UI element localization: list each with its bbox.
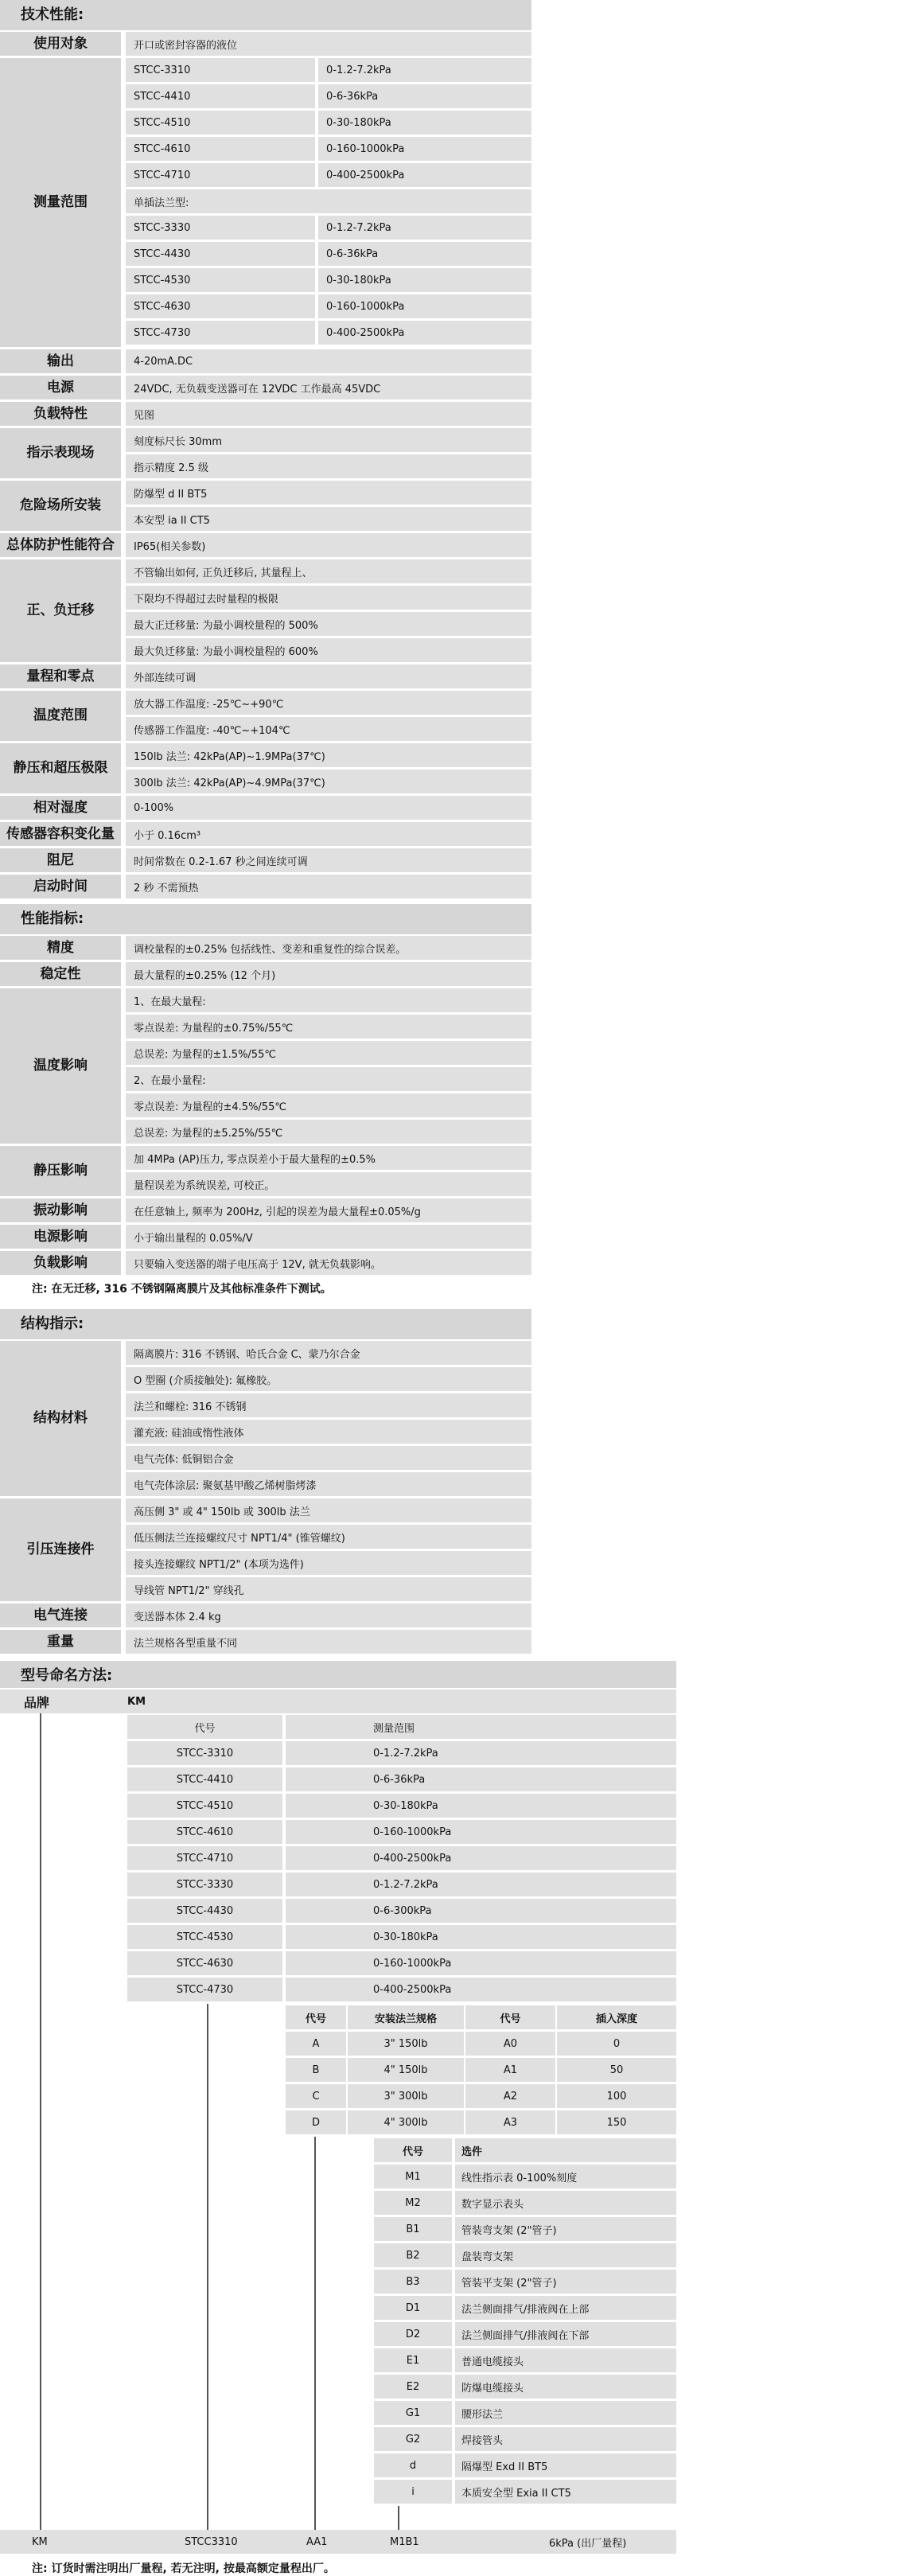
spec-row	[0, 1225, 531, 1249]
option-desc: 隔爆型 Exd II BT5	[455, 2453, 676, 2477]
range-model: STCC-4430	[126, 242, 315, 266]
spec-label: 结构材料	[0, 1341, 121, 1496]
spec-label: 负载特性	[0, 402, 121, 426]
option-desc: 防爆电缆接头	[455, 2375, 676, 2399]
range-header: 测量范围	[286, 1715, 676, 1739]
spec-value: 2 秒 不需预热	[126, 875, 531, 898]
model-range: 0-30-180kPa	[286, 1925, 676, 1949]
spec-value: 最大负迁移量: 为最小调校量程的 600%	[126, 638, 531, 662]
flange-cell: 4" 300lb	[348, 2110, 464, 2134]
spec-value: 总误差: 为量程的±5.25%/55℃	[126, 1120, 531, 1144]
model-code: STCC-4430	[127, 1899, 282, 1923]
example-part: STCC3310	[185, 2535, 238, 2548]
spec-label: 输出	[0, 349, 121, 373]
spec-value: 防爆型 d II BT5	[126, 481, 531, 505]
spec-row	[0, 1604, 531, 1627]
flange-cell: C	[286, 2084, 346, 2108]
flange-cell: D	[286, 2110, 346, 2134]
spec-label: 危险场所安装	[0, 481, 121, 531]
example-part: AA1	[306, 2535, 328, 2548]
option-code: E2	[374, 2375, 452, 2399]
option-code: M2	[374, 2191, 452, 2215]
spec-value: 本安型 ia II CT5	[126, 507, 531, 531]
brand-label: 品牌	[24, 1694, 50, 1710]
model-code: STCC-3310	[127, 1741, 282, 1765]
example-row	[0, 2530, 676, 2554]
footnote: 注: 订货时需注明出厂量程, 若无注明, 按最高额定量程出厂。	[32, 2562, 335, 2575]
flange-header: 代号	[465, 2005, 555, 2029]
flange-cell: A	[286, 2032, 346, 2056]
spec-row	[0, 848, 531, 872]
spec-row	[0, 664, 531, 688]
spec-value: IP65(相关参数)	[126, 533, 531, 557]
model-range: 0-1.2-7.2kPa	[286, 1873, 676, 1896]
flange-header: 代号	[286, 2005, 346, 2029]
range-model: STCC-4630	[126, 294, 315, 318]
section-title: 技术性能:	[0, 0, 531, 30]
option-code: B3	[374, 2270, 452, 2293]
example-part: 6kPa (出厂量程)	[549, 2537, 627, 2550]
spec-row	[0, 1251, 531, 1275]
spec-value: 见图	[126, 402, 531, 426]
spec-row	[0, 1498, 531, 1601]
spec-value: 下限均不得超过去时量程的极限	[126, 586, 531, 610]
section-title: 结构指示:	[0, 1309, 531, 1339]
range-model: STCC-4710	[126, 163, 315, 187]
spec-value: 最大量程的±0.25% (12 个月)	[126, 962, 531, 986]
spec-value: 0-100%	[126, 796, 531, 820]
flange-cell: A1	[465, 2058, 555, 2082]
spec-row	[0, 428, 531, 478]
flange-cell: A2	[465, 2084, 555, 2108]
model-code: STCC-4610	[127, 1820, 282, 1844]
range-value: 0-30-180kPa	[318, 111, 531, 134]
footnote: 注: 在无迁移, 316 不锈钢隔离膜片及其他标准条件下测试。	[32, 1283, 332, 1296]
option-code: D2	[374, 2322, 452, 2346]
spec-label: 阻尼	[0, 848, 121, 872]
spec-row	[0, 481, 531, 531]
range-model: STCC-4530	[126, 268, 315, 292]
range-value: 0-1.2-7.2kPa	[318, 216, 531, 240]
range-value: 0-400-2500kPa	[318, 163, 531, 187]
flange-cell: 50	[557, 2058, 676, 2082]
spec-value: 传感器工作温度: -40℃~+104℃	[126, 717, 531, 741]
option-desc: 管装平支架 (2"管子)	[455, 2270, 676, 2293]
spec-value: O 型圈 (介质接触处): 氟橡胶。	[126, 1367, 531, 1391]
spec-row	[0, 936, 531, 960]
spec-label: 电源	[0, 376, 121, 399]
connector-line	[40, 1713, 41, 2530]
option-desc: 腰形法兰	[455, 2401, 676, 2425]
flange-cell: A3	[465, 2110, 555, 2134]
model-code: STCC-4630	[127, 1951, 282, 1975]
range-model: STCC-4730	[126, 321, 315, 345]
spec-row	[0, 402, 531, 426]
option-desc: 盘装弯支架	[455, 2243, 676, 2267]
spec-value: 时间常数在 0.2-1.67 秒之间连续可调	[126, 848, 531, 872]
spec-label: 相对湿度	[0, 796, 121, 820]
spec-label: 量程和零点	[0, 664, 121, 688]
brand-value: KM	[127, 1695, 146, 1708]
model-range: 0-30-180kPa	[286, 1794, 676, 1818]
spec-label: 测量范围	[0, 58, 121, 347]
spec-row	[0, 376, 531, 399]
spec-value: 指示精度 2.5 级	[126, 454, 531, 478]
option-code: M1	[374, 2165, 452, 2188]
option-code: D1	[374, 2296, 452, 2320]
flange-header: 安装法兰规格	[348, 2005, 464, 2029]
spec-label: 稳定性	[0, 962, 121, 986]
option-desc: 法兰侧面排气/排液阀在上部	[455, 2296, 676, 2320]
model-range: 0-1.2-7.2kPa	[286, 1741, 676, 1765]
option-desc: 法兰侧面排气/排液阀在下部	[455, 2322, 676, 2346]
spec-label: 静压影响	[0, 1146, 121, 1196]
spec-value: 外部连续可调	[126, 664, 531, 688]
option-code: E1	[374, 2348, 452, 2372]
spec-row	[0, 988, 531, 1144]
flange-cell: 3" 150lb	[348, 2032, 464, 2056]
range-value: 0-160-1000kPa	[318, 294, 531, 318]
connector-line	[398, 2506, 399, 2530]
spec-value: 小于输出量程的 0.05%/V	[126, 1225, 531, 1249]
spec-value: 4-20mA.DC	[126, 349, 531, 373]
spec-value: 高压侧 3" 或 4" 150lb 或 300lb 法兰	[126, 1498, 531, 1522]
spec-value: 在任意轴上, 频率为 200Hz, 引起的误差为最大量程±0.05%/g	[126, 1198, 531, 1222]
spec-row	[0, 1341, 531, 1496]
flange-cell: 150	[557, 2110, 676, 2134]
spec-label: 温度影响	[0, 988, 121, 1144]
range-model: STCC-4410	[126, 84, 315, 108]
spec-value: 变送器本体 2.4 kg	[126, 1604, 531, 1627]
spec-value: 低压侧法兰连接螺纹尺寸 NPT1/4" (锥管螺纹)	[126, 1525, 531, 1549]
spec-value: 灌充液: 硅油或惰性液体	[126, 1420, 531, 1444]
option-code: G1	[374, 2401, 452, 2425]
spec-value: 导线管 NPT1/2" 穿线孔	[126, 1577, 531, 1601]
spec-label: 电气连接	[0, 1604, 121, 1627]
spec-label: 温度范围	[0, 691, 121, 741]
spec-row	[0, 875, 531, 898]
spec-label: 负载影响	[0, 1251, 121, 1275]
spec-value: 隔离膜片: 316 不锈钢、哈氏合金 C、蒙乃尔合金	[126, 1341, 531, 1365]
option-code: B1	[374, 2217, 452, 2241]
brand-row	[0, 1689, 676, 1713]
model-range: 0-400-2500kPa	[286, 1846, 676, 1870]
spec-row	[0, 32, 531, 56]
model-range: 0-160-1000kPa	[286, 1951, 676, 1975]
model-code: STCC-4410	[127, 1767, 282, 1791]
spec-label: 传感器容积变化量	[0, 822, 121, 846]
option-desc: 普通电缆接头	[455, 2348, 676, 2372]
spec-value: 只要输入变送器的端子电压高于 12V, 就无负载影响。	[126, 1251, 531, 1275]
flange-cell: 0	[557, 2032, 676, 2056]
range-value: 0-400-2500kPa	[318, 321, 531, 345]
spec-value: 1、在最大量程:	[126, 988, 531, 1012]
range-model: STCC-3330	[126, 216, 315, 240]
spec-value: 不管输出如何, 正负迁移后, 其量程上、	[126, 559, 531, 583]
connector-line	[207, 2004, 208, 2530]
range-model: STCC-4610	[126, 137, 315, 161]
spec-value: 电气壳体涂层: 聚氨基甲酸乙烯树脂烤漆	[126, 1472, 531, 1496]
spec-label: 振动影响	[0, 1198, 121, 1222]
model-code: STCC-4510	[127, 1794, 282, 1818]
spec-value: 小于 0.16cm³	[126, 822, 531, 846]
section-title: 性能指标:	[0, 904, 531, 934]
spec-row	[0, 822, 531, 846]
model-code: STCC-4730	[127, 1978, 282, 2001]
option-desc: 线性指示表 0-100%刻度	[455, 2165, 676, 2188]
flange-cell: 100	[557, 2084, 676, 2108]
range-value: 0-1.2-7.2kPa	[318, 58, 531, 82]
spec-value: 放大器工作温度: -25℃~+90℃	[126, 691, 531, 715]
connector-line	[314, 2137, 316, 2530]
range-value: 0-160-1000kPa	[318, 137, 531, 161]
flange-cell: B	[286, 2058, 346, 2082]
spec-value: 零点误差: 为量程的±0.75%/55℃	[126, 1015, 531, 1039]
spec-row	[0, 691, 531, 741]
spec-row	[0, 1630, 531, 1654]
spec-label: 正、负迁移	[0, 559, 121, 662]
model-code: STCC-4710	[127, 1846, 282, 1870]
spec-value: 最大正迁移量: 为最小调校量程的 500%	[126, 612, 531, 636]
spec-value: 刻度标尺长 30mm	[126, 428, 531, 452]
spec-label: 启动时间	[0, 875, 121, 898]
model-code: STCC-4530	[127, 1925, 282, 1949]
spec-value: 300lb 法兰: 42kPa(AP)~4.9MPa(37℃)	[126, 770, 531, 793]
spec-value: 24VDC, 无负载变送器可在 12VDC 工作最高 45VDC	[126, 376, 531, 399]
spec-label: 重量	[0, 1630, 121, 1654]
model-range: 0-6-36kPa	[286, 1767, 676, 1791]
spec-row	[0, 962, 531, 986]
option-desc: 焊接管头	[455, 2427, 676, 2451]
range-model: 单插法兰型:	[126, 189, 531, 213]
spec-row	[0, 349, 531, 373]
spec-label: 总体防护性能符合	[0, 533, 121, 557]
spec-value: 总误差: 为量程的±1.5%/55℃	[126, 1041, 531, 1065]
spec-value: 接头连接螺纹 NPT1/2" (本项为选件)	[126, 1551, 531, 1575]
spec-value: 开口或密封容器的液位	[126, 32, 531, 56]
spec-value: 零点误差: 为量程的±4.5%/55℃	[126, 1093, 531, 1117]
flange-cell: 4" 150lb	[348, 2058, 464, 2082]
option-code: i	[374, 2480, 452, 2504]
spec-row	[0, 796, 531, 820]
spec-label: 精度	[0, 936, 121, 960]
model-range: 0-400-2500kPa	[286, 1978, 676, 2001]
option-code-header: 代号	[374, 2138, 452, 2162]
spec-label: 电源影响	[0, 1225, 121, 1249]
option-code: B2	[374, 2243, 452, 2267]
spec-value: 150lb 法兰: 42kPa(AP)~1.9MPa(37℃)	[126, 743, 531, 767]
section-title: 型号命名方法:	[0, 1661, 676, 1688]
spec-value: 2、在最小量程:	[126, 1067, 531, 1091]
spec-value: 调校量程的±0.25% 包括线性、变差和重复性的综合误差。	[126, 936, 531, 960]
spec-row	[0, 743, 531, 793]
flange-header: 插入深度	[557, 2005, 676, 2029]
code-header: 代号	[127, 1715, 282, 1739]
model-code: STCC-3330	[127, 1873, 282, 1896]
spec-label: 引压连接件	[0, 1498, 121, 1601]
option-code: G2	[374, 2427, 452, 2451]
option-header: 选件	[455, 2138, 676, 2162]
range-value: 0-6-36kPa	[318, 84, 531, 108]
spec-value: 法兰和螺栓: 316 不锈钢	[126, 1393, 531, 1417]
spec-row	[0, 1146, 531, 1196]
spec-label: 静压和超压极限	[0, 743, 121, 793]
model-range: 0-160-1000kPa	[286, 1820, 676, 1844]
spec-value: 加 4MPa (AP)压力, 零点误差小于最大量程的±0.5%	[126, 1146, 531, 1170]
spec-row	[0, 559, 531, 662]
range-model: STCC-4510	[126, 111, 315, 134]
model-range: 0-6-300kPa	[286, 1899, 676, 1923]
spec-value: 电气壳体: 低铜铝合金	[126, 1446, 531, 1470]
flange-cell: 3" 300lb	[348, 2084, 464, 2108]
option-desc: 数字显示表头	[455, 2191, 676, 2215]
spec-value: 法兰规格各型重量不同	[126, 1630, 531, 1654]
spec-row	[0, 1198, 531, 1222]
option-code: d	[374, 2453, 452, 2477]
spec-label: 使用对象	[0, 32, 121, 56]
example-part: M1B1	[390, 2535, 419, 2548]
range-value: 0-30-180kPa	[318, 268, 531, 292]
option-desc: 管装弯支架 (2"管子)	[455, 2217, 676, 2241]
spec-value: 量程误差为系统误差, 可校正。	[126, 1172, 531, 1196]
spec-label: 指示表现场	[0, 428, 121, 478]
example-part: KM	[32, 2535, 48, 2548]
spec-row	[0, 58, 531, 347]
flange-cell: A0	[465, 2032, 555, 2056]
range-model: STCC-3310	[126, 58, 315, 82]
spec-row	[0, 533, 531, 557]
range-value: 0-6-36kPa	[318, 242, 531, 266]
option-desc: 本质安全型 Exia II CT5	[455, 2480, 676, 2504]
